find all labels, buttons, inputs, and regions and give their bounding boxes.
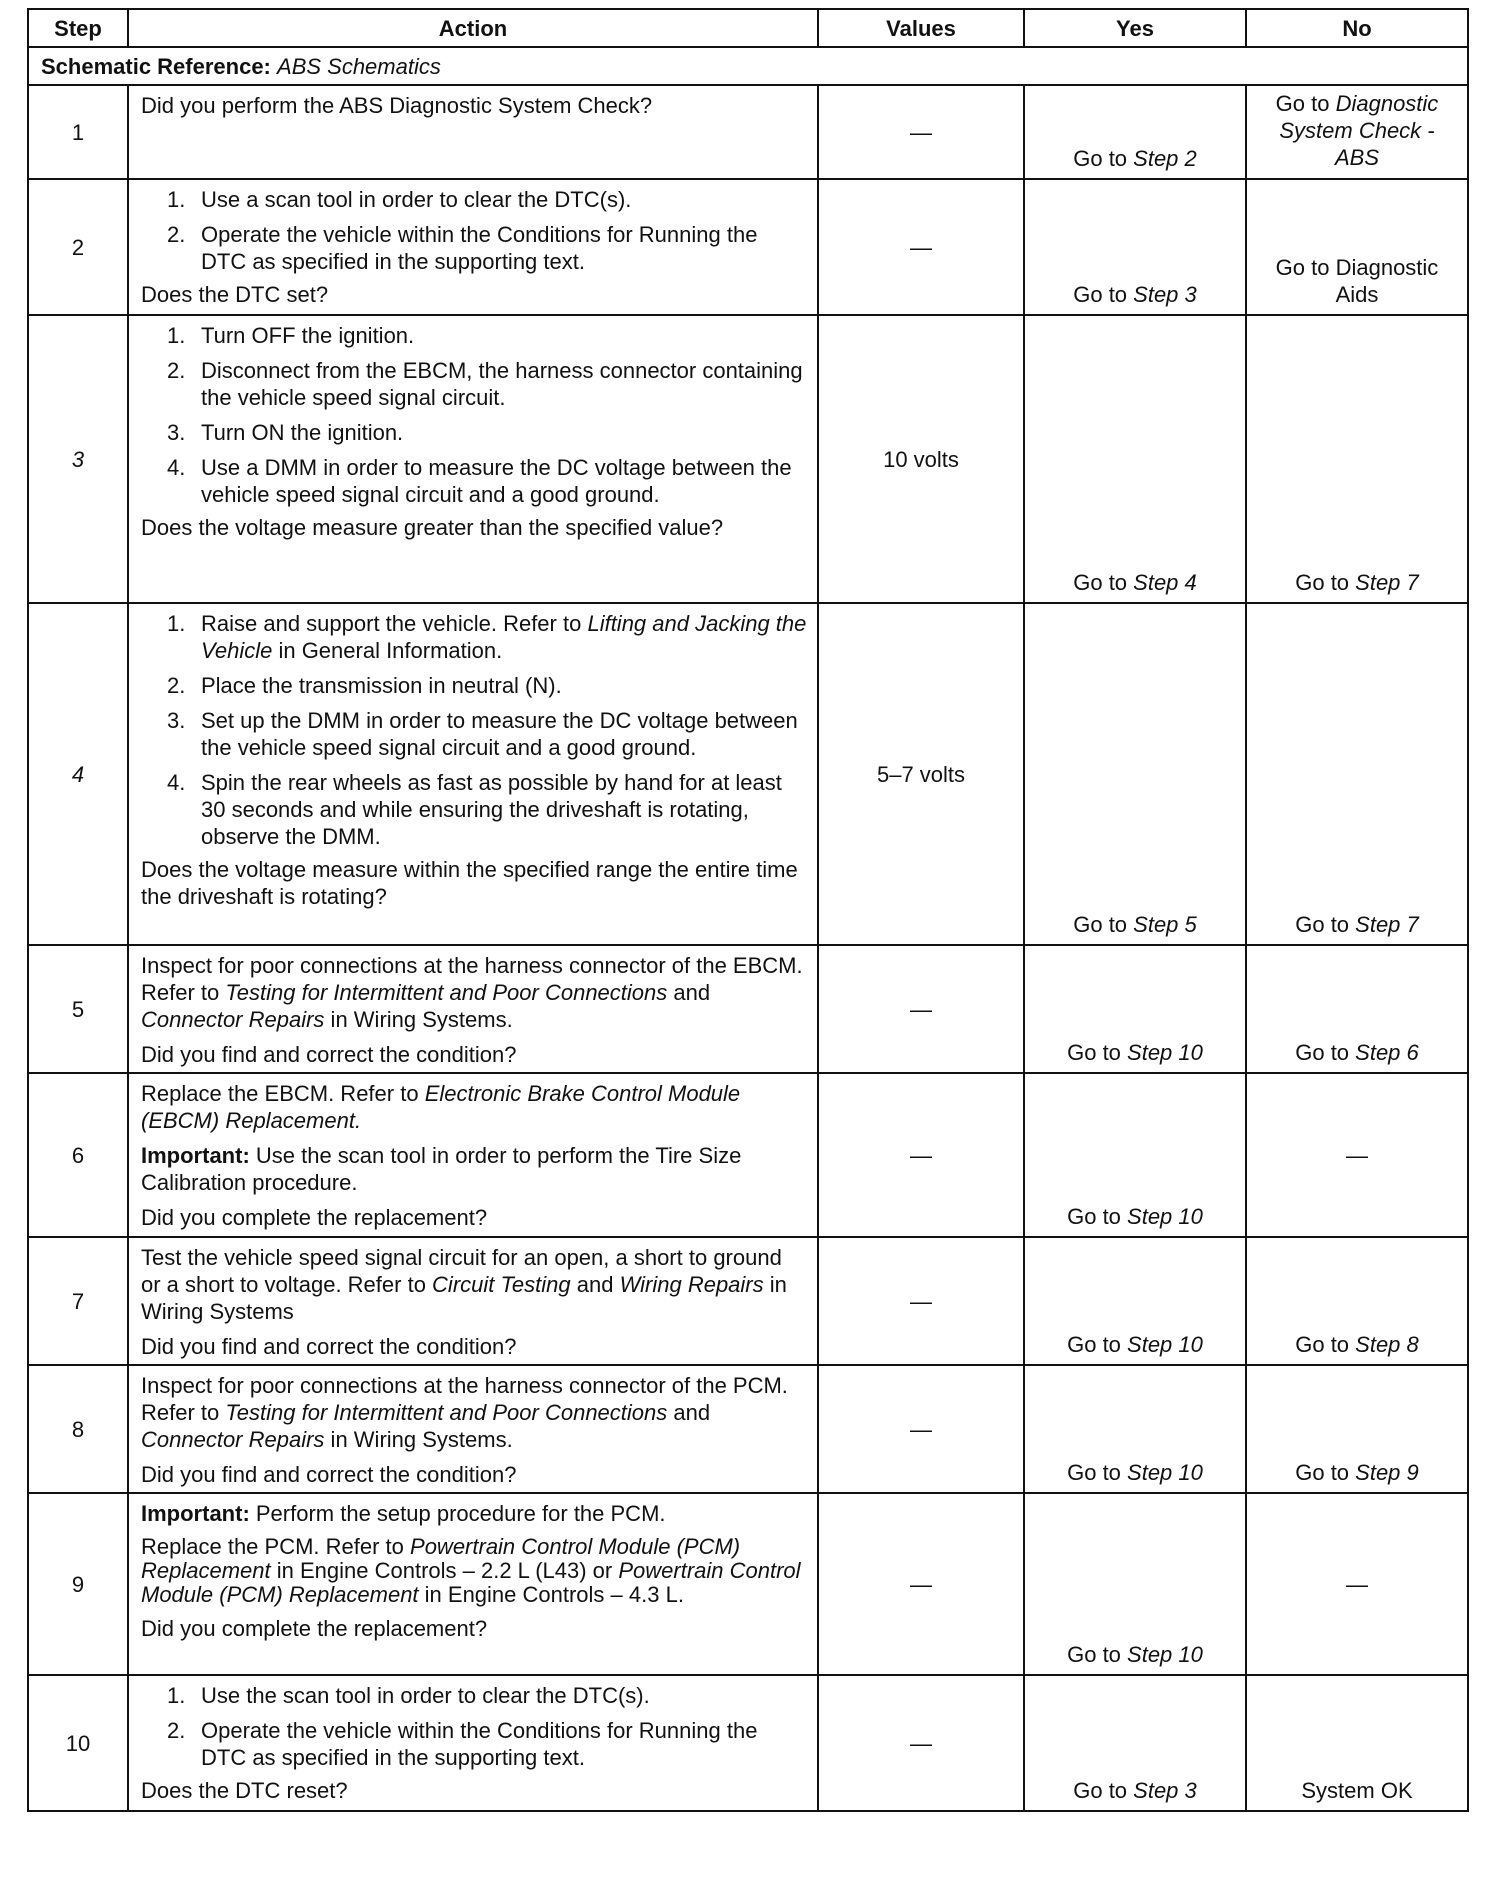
important-text: Perform the setup procedure for the PCM. (249, 1501, 666, 1526)
action-text (141, 1244, 807, 1325)
no-cell: — (1246, 1073, 1468, 1237)
yes-cell (1024, 315, 1246, 603)
item-text: Use a DMM in order to measure the DC voltage between the vehicle speed signal circuit and a good ground. (201, 455, 792, 507)
value-cell: 10 volts (818, 315, 1024, 603)
item-number: 4. (167, 455, 186, 480)
action-question: Does the DTC set? (141, 282, 329, 307)
header-step: Step (28, 9, 128, 47)
action-cell (128, 603, 818, 945)
value-cell: — (818, 1237, 1024, 1365)
table-row (28, 315, 1468, 603)
item-number: 1. (167, 611, 186, 636)
reference-link[interactable]: Testing for Intermittent and Poor Connections (225, 980, 668, 1005)
reference-link[interactable]: Lifting and Jacking the Vehicle (201, 611, 807, 663)
item-number: 2. (167, 222, 186, 247)
action-item (141, 1682, 807, 1709)
action-cell (128, 945, 818, 1073)
yes-prefix: Go to (1067, 1040, 1128, 1065)
action-text (141, 1372, 807, 1453)
yes-prefix: Go to (1067, 1332, 1128, 1357)
value-cell: — (818, 179, 1024, 315)
table-row (28, 603, 1468, 945)
action-question: Did you find and correct the condition? (141, 1334, 517, 1359)
yes-cell (1024, 1675, 1246, 1811)
step-number: 2 (28, 179, 128, 315)
no-cell: — (1246, 1493, 1468, 1675)
yes-prefix: Go to (1073, 912, 1134, 937)
important-text: Use the scan tool in order to perform the Tire Size Calibration procedure. (141, 1143, 742, 1195)
step-number: 3 (28, 315, 128, 603)
action-question: Does the voltage measure greater than the specified value? (141, 515, 724, 540)
action-question: Did you find and correct the condition? (141, 1042, 517, 1067)
reference-link[interactable]: Powertrain Control Module (PCM) Replacement (141, 1534, 741, 1583)
action-item (141, 454, 807, 508)
action-question: Does the voltage measure within the specified range the entire time the driveshaft is rotating? (141, 857, 798, 909)
value-cell: — (818, 1675, 1024, 1811)
no-cell (1246, 315, 1468, 603)
item-number: 1. (167, 187, 186, 212)
item-number: 1. (167, 323, 186, 348)
yes-cell (1024, 1073, 1246, 1237)
yes-prefix: Go to (1073, 1778, 1134, 1803)
action-cell (128, 1073, 818, 1237)
yes-step-link[interactable]: Step 10 (1127, 1332, 1203, 1357)
reference-link[interactable]: Connector Repairs (141, 1007, 325, 1032)
action-text-part: Inspect for poor connections at the harness connector of the EBCM. Refer to (141, 953, 803, 1005)
item-number: 3. (167, 420, 186, 445)
schematic-reference (28, 47, 1468, 85)
yes-step-link[interactable]: Step 10 (1127, 1204, 1203, 1229)
item-number: 4. (167, 770, 186, 795)
action-question: Did you find and correct the condition? (141, 1462, 517, 1487)
table-row (28, 945, 1468, 1073)
item-text: Turn OFF the ignition. (201, 323, 415, 348)
yes-prefix: Go to (1073, 146, 1134, 171)
yes-prefix: Go to (1073, 570, 1134, 595)
item-text: Set up the DMM in order to measure the DC voltage between the vehicle speed signal circuit and a good ground. (201, 708, 798, 760)
action-item (141, 322, 807, 349)
step-number: 4 (28, 603, 128, 945)
action-item (141, 419, 807, 446)
item-text: Operate the vehicle within the Conditions for Running the DTC as specified in the supporting text. (201, 1718, 758, 1770)
no-cell (1246, 1237, 1468, 1365)
step-number: 8 (28, 1365, 128, 1493)
action-text-part: Replace the EBCM. Refer to (141, 1081, 425, 1106)
action-cell (128, 315, 818, 603)
schematic-ref: ABS Schematics (277, 53, 441, 79)
item-number: 2. (167, 358, 186, 383)
no-prefix: Go to (1295, 1332, 1356, 1357)
value-cell: 5–7 volts (818, 603, 1024, 945)
header-yes: Yes (1024, 9, 1246, 47)
yes-prefix: Go to (1067, 1642, 1128, 1667)
no-step-link[interactable]: Diagnostic System Check - ABS (1279, 91, 1439, 170)
item-text: Spin the rear wheels as fast as possible by hand for at least 30 seconds and while ensuring the driveshaft is rotating, observe the DMM. (201, 770, 782, 849)
action-item (141, 769, 807, 850)
important-note (141, 1500, 807, 1527)
no-prefix: Go to (1295, 1460, 1356, 1485)
action-cell (128, 1493, 818, 1675)
action-question: Did you complete the replacement? (141, 1616, 488, 1641)
diagnostic-table-sheet (27, 8, 1467, 1812)
action-cell (128, 179, 818, 315)
no-cell: System OK (1246, 1675, 1468, 1811)
action-text (141, 1535, 807, 1607)
yes-prefix: Go to (1073, 282, 1134, 307)
action-item (141, 1717, 807, 1771)
yes-cell (1024, 1237, 1246, 1365)
no-step-link[interactable]: Step 9 (1355, 1460, 1419, 1485)
no-prefix: Go to (1295, 1040, 1356, 1065)
action-question: Did you perform the ABS Diagnostic System Check? (141, 93, 653, 118)
yes-cell (1024, 85, 1246, 179)
action-item (141, 186, 807, 213)
yes-cell (1024, 1493, 1246, 1675)
yes-step-link[interactable]: Step 10 (1127, 1040, 1203, 1065)
no-prefix: Go to (1295, 912, 1356, 937)
no-prefix: Go to (1295, 570, 1356, 595)
action-cell (128, 1675, 818, 1811)
reference-link[interactable]: Powertrain Control Module (PCM) Replacement (141, 1558, 801, 1607)
schematic-row (28, 47, 1468, 85)
reference-link[interactable]: Testing for Intermittent and Poor Connections (225, 1400, 668, 1425)
no-cell[interactable]: Go to Diagnostic Aids (1246, 179, 1468, 315)
item-text: Turn ON the ignition. (201, 420, 404, 445)
item-number: 2. (167, 1718, 186, 1743)
action-text-part: and (570, 1272, 620, 1297)
yes-step-link[interactable]: Step 2 (1133, 146, 1197, 171)
action-item (141, 610, 807, 664)
yes-cell (1024, 179, 1246, 315)
table-row (28, 85, 1468, 179)
item-text: Raise and support the vehicle. Refer to (201, 611, 588, 636)
table-row (28, 1073, 1468, 1237)
action-item (141, 707, 807, 761)
value-cell: — (818, 1365, 1024, 1493)
action-question: Did you complete the replacement? (141, 1205, 488, 1230)
item-text: Use the scan tool in order to clear the DTC(s). (201, 1683, 650, 1708)
action-text (141, 952, 807, 1033)
reference-link[interactable]: Wiring Repairs (619, 1272, 764, 1297)
table-row (28, 179, 1468, 315)
step-number: 10 (28, 1675, 128, 1811)
action-text-part: in Wiring Systems. (324, 1007, 513, 1032)
table-row (28, 1493, 1468, 1675)
yes-step-link[interactable]: Step 4 (1133, 570, 1197, 595)
item-number: 1. (167, 1683, 186, 1708)
yes-step-link[interactable]: Step 10 (1127, 1642, 1203, 1667)
item-number: 3. (167, 708, 186, 733)
reference-link[interactable]: Connector Repairs (141, 1427, 325, 1452)
yes-step-link[interactable]: Step 3 (1133, 1778, 1197, 1803)
no-cell (1246, 603, 1468, 945)
value-cell: — (818, 945, 1024, 1073)
action-text-part: Test the vehicle speed signal circuit for an open, a short to ground or a short to voltage. Refer to (141, 1245, 782, 1297)
step-number: 9 (28, 1493, 128, 1675)
item-number: 2. (167, 673, 186, 698)
action-text-part: in Engine Controls – 2.2 L (L43) or (270, 1558, 619, 1583)
no-step-link[interactable]: Step 7 (1355, 912, 1419, 937)
yes-cell (1024, 945, 1246, 1073)
action-cell (128, 85, 818, 179)
item-text: Use a scan tool in order to clear the DTC(s). (201, 187, 632, 212)
reference-link[interactable]: Electronic Brake Control Module (EBCM) Replacement. (141, 1081, 741, 1133)
value-cell: — (818, 85, 1024, 179)
no-step-link[interactable]: Step 6 (1355, 1040, 1419, 1065)
step-number: 6 (28, 1073, 128, 1237)
step-number: 7 (28, 1237, 128, 1365)
yes-cell (1024, 603, 1246, 945)
action-text-part: in Wiring Systems (141, 1272, 787, 1324)
step-number: 5 (28, 945, 128, 1073)
action-text-part: in Engine Controls – 4.3 L. (418, 1582, 684, 1607)
header-values: Values (818, 9, 1024, 47)
no-step-link[interactable]: Step 8 (1355, 1332, 1419, 1357)
item-text: Operate the vehicle within the Conditions for Running the DTC as specified in the supporting text. (201, 222, 758, 274)
action-text-part: in Wiring Systems. (324, 1427, 513, 1452)
important-label: Important: (141, 1501, 250, 1526)
no-prefix: Go to (1275, 91, 1336, 116)
important-label: Important: (141, 1143, 250, 1168)
yes-step-link[interactable]: Step 10 (1127, 1460, 1203, 1485)
header-row (28, 9, 1468, 47)
action-item (141, 221, 807, 275)
no-cell (1246, 1365, 1468, 1493)
header-no: No (1246, 9, 1468, 47)
item-text: in General Information. (272, 638, 503, 663)
yes-step-link[interactable]: Step 3 (1133, 282, 1197, 307)
table-row (28, 1237, 1468, 1365)
action-text-part: Replace the PCM. Refer to (141, 1534, 411, 1559)
action-text-part: and (667, 1400, 711, 1425)
diagnostic-table (27, 8, 1469, 1812)
item-text: Disconnect from the EBCM, the harness connector containing the vehicle speed signal circuit. (201, 358, 803, 410)
action-text-part: Inspect for poor connections at the harness connector of the PCM. Refer to (141, 1373, 788, 1425)
action-cell (128, 1237, 818, 1365)
action-item (141, 672, 807, 699)
yes-prefix: Go to (1067, 1460, 1128, 1485)
table-row (28, 1365, 1468, 1493)
header-action: Action (128, 9, 818, 47)
step-number: 1 (28, 85, 128, 179)
action-cell (128, 1365, 818, 1493)
table-row (28, 1675, 1468, 1811)
yes-prefix: Go to (1067, 1204, 1128, 1229)
action-text (141, 1080, 807, 1134)
yes-cell (1024, 1365, 1246, 1493)
yes-step-link[interactable]: Step 5 (1133, 912, 1197, 937)
no-cell (1246, 85, 1468, 179)
action-text-part: and (667, 980, 711, 1005)
action-item (141, 357, 807, 411)
schematic-label: Schematic Reference: (41, 53, 271, 79)
value-cell: — (818, 1073, 1024, 1237)
value-cell: — (818, 1493, 1024, 1675)
item-text: Place the transmission in neutral (N). (201, 673, 562, 698)
no-step-link[interactable]: Step 7 (1355, 570, 1419, 595)
reference-link[interactable]: Circuit Testing (432, 1272, 571, 1297)
action-question: Does the DTC reset? (141, 1778, 348, 1803)
no-cell (1246, 945, 1468, 1073)
important-note (141, 1142, 807, 1196)
